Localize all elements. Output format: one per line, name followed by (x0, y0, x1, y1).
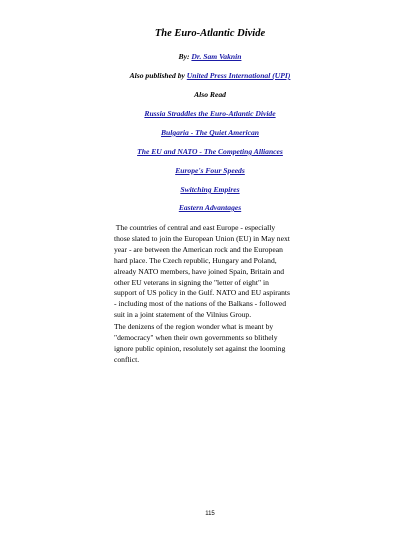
related-link-bulgaria[interactable] (0, 128, 420, 137)
paragraph-line: The denizens of the region wonder what is meant by (114, 322, 274, 331)
related-link-label[interactable]: Eastern Advantages (178, 203, 242, 212)
related-link-label[interactable]: Bulgaria - The Quiet American (160, 128, 260, 137)
paragraph-line: already NATO members, have joined Spain, Britain and (114, 266, 285, 276)
paragraph-line: suit in a joint statement of the Vilnius Group. (114, 310, 252, 320)
publication-prefix: Also published by (129, 71, 187, 80)
paragraph-line: hard place. The Czech republic, Hungary and Poland, (114, 255, 277, 265)
related-link-label[interactable]: Europe's Four Speeds (175, 166, 245, 175)
publication-note (0, 71, 420, 80)
paragraph-line: The countries of central and east Europe - especially (114, 223, 276, 232)
related-link-switching-empires[interactable] (0, 185, 420, 194)
author-link[interactable]: Dr. Sam Vaknin (191, 52, 242, 61)
also-read-label: Also Read (194, 90, 226, 99)
paragraph-2 (114, 322, 314, 366)
paragraph-line: - including most of the nations of the Balkans - followed (114, 299, 287, 309)
paragraph-line: those slated to join the European Union (EU) in May next (114, 233, 290, 243)
related-link-russia[interactable] (0, 109, 420, 118)
related-link-label[interactable]: Switching Empires (180, 185, 240, 194)
paragraph-line: year - are between the American rock and the European (114, 244, 283, 254)
publisher-link[interactable]: United Press International (UPI) (186, 71, 291, 80)
paragraph-line: support of US policy in the Gulf. NATO and EU aspirants (114, 288, 290, 298)
related-link-eu-nato[interactable] (0, 147, 420, 156)
paragraph-line: ignore public opinion, resolutely set against the looming (114, 343, 286, 353)
paragraph-line: other EU veterans in signing the "letter of eight" in (114, 277, 269, 287)
paragraph-1 (114, 223, 314, 321)
byline (0, 52, 420, 61)
byline-prefix: By: (178, 52, 192, 61)
related-link-label[interactable]: Russia Straddles the Euro-Atlantic Divide (144, 109, 276, 118)
paragraph-line: "democracy" when their own governments so blithely (114, 332, 278, 342)
page-number: 115 (205, 511, 215, 517)
related-link-four-speeds[interactable] (0, 166, 420, 175)
article-title: The Euro-Atlantic Divide (154, 28, 266, 39)
related-link-eastern-advantages[interactable] (0, 203, 420, 212)
related-link-label[interactable]: The EU and NATO - The Competing Alliances (137, 147, 283, 156)
paragraph-line: conflict. (114, 354, 140, 364)
